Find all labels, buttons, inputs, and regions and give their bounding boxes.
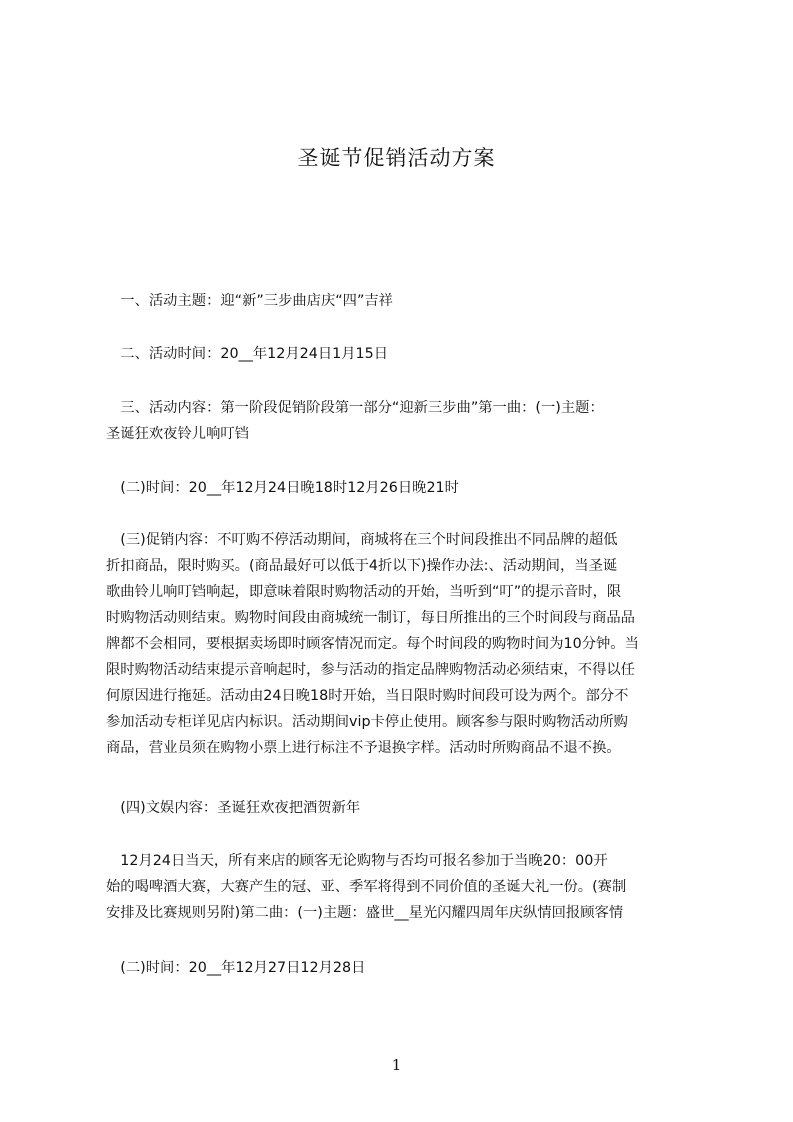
text-line: 三、活动内容：第一阶段促销阶段第一部分“迎新三步曲”第一曲：(一)主题： (106, 400, 604, 416)
text-line: (二)时间：20__年12月27日12月28日 (106, 960, 366, 976)
text-line: 何原因进行拖延。活动由24日晚18时开始，当日限时购时间段可设为两个。部分不 (106, 688, 629, 704)
text-line: (二)时间：20__年12月24日晚18时12月26日晚21时 (106, 480, 459, 496)
text-line: (四)文娱内容：圣诞狂欢夜把酒贺新年 (106, 800, 361, 816)
paragraph-theme (106, 288, 698, 314)
text-line: 圣诞狂欢夜铃儿响叮铛 (106, 426, 249, 442)
text-line: (三)促销内容：不叮购不停活动期间，商城将在三个时间段推出不同品牌的超低 (106, 532, 618, 548)
text-line: 牌都不会相同，要根据卖场即时顾客情况而定。每个时间段的购物时间为10分钟。当 (106, 636, 639, 652)
paragraph-content (106, 395, 698, 447)
text-line: 时购物活动则结束。购物时间段由商城统一制订，每日所推出的三个时间段与商品品 (106, 610, 635, 626)
text-line: 一、活动主题：迎“新”三步曲店庆“四”吉祥 (106, 293, 393, 309)
document-title: 圣诞节促销活动方案 (297, 146, 496, 170)
text-line: 限时购物活动结束提示音响起时，参与活动的指定品牌购物活动必须结束，不得以任 (106, 662, 635, 678)
paragraph-entertainment (106, 795, 698, 821)
page-number: 1 (391, 1056, 402, 1074)
text-line: 商品，营业员须在购物小票上进行标注不予退换字样。活动时所购商品不退不换。 (106, 740, 621, 756)
paragraph-time (106, 341, 698, 367)
text-line: 始的喝啤酒大赛，大赛产生的冠、亚、季军将得到不同价值的圣诞大礼一份。(赛制 (106, 879, 627, 895)
text-line: 折扣商品，限时购买。(商品最好可以低于4折以下)操作办法:、活动期间，当圣诞 (106, 558, 618, 574)
text-line: 歌曲铃儿响叮铛响起，即意味着限时购物活动的开始，当听到“叮”的提示音时，限 (106, 584, 622, 600)
paragraph-sub-time-2 (106, 955, 698, 981)
text-line: 安排及比赛规则另附)第二曲：(一)主题：盛世__星光闪耀四周年庆纵情回报顾客情 (106, 905, 624, 921)
text-line: 二、活动时间：20__年12月24日1月15日 (106, 346, 389, 362)
text-line: 参加活动专柜详见店内标识。活动期间vip卡停止使用。顾客参与限时购物活动所购 (106, 714, 628, 730)
paragraph-promo-content (106, 527, 698, 761)
paragraph-beer-contest (106, 848, 698, 926)
text-line: 12月24日当天，所有来店的顾客无论购物与否均可报名参加于当晚20：00开 (106, 853, 608, 869)
paragraph-sub-time-1 (106, 475, 698, 501)
